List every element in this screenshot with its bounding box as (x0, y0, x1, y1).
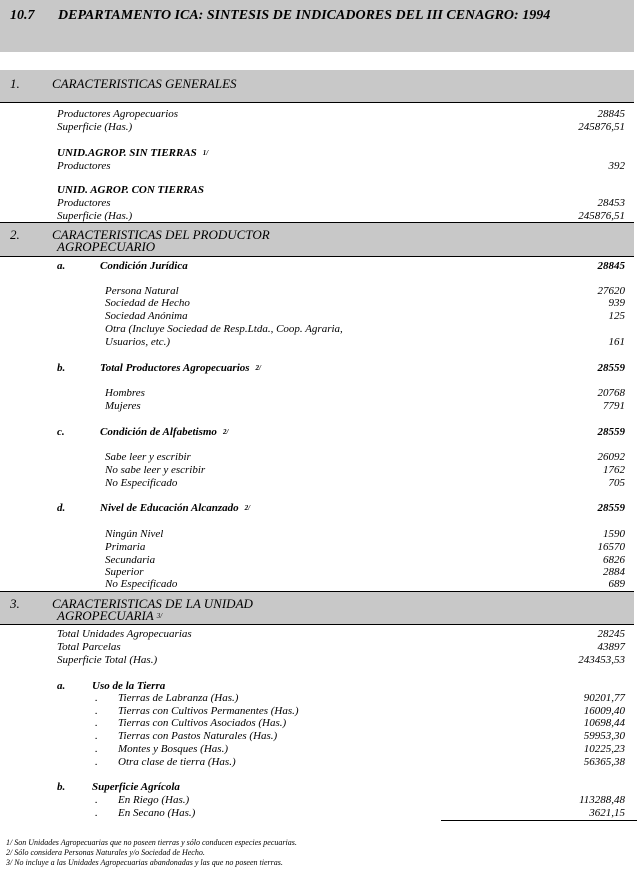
bullet-dot: . (95, 705, 98, 717)
row-value: 939 (608, 297, 625, 309)
footnote: 2/ Sólo considera Personas Naturales y/o Sociedad de Hecho. (6, 848, 205, 857)
s3-row-value: 28245 (597, 628, 625, 640)
section-1-divider (0, 102, 634, 103)
row-label: Secundaria (105, 554, 156, 566)
row-value: 90201,77 (583, 692, 625, 704)
bullet-dot: . (95, 717, 98, 729)
footnote: 1/ Son Unidades Agropecuarias que no poseen tierras y sólo conducen especies pecuarias. (6, 838, 297, 847)
row-label: Superior (105, 566, 144, 578)
row-label: Montes y Bosques (Has.) (118, 743, 228, 755)
subsection-title-text: Condición de Alfabetismo (100, 426, 217, 438)
subsection-title: Condición Jurídica (100, 260, 188, 272)
con-tierras-row-value: 245876,51 (578, 210, 625, 222)
row-value: 7791 (603, 400, 625, 412)
page-title: DEPARTAMENTO ICA: SINTESIS DE INDICADORES DEL III CENAGRO: 1994 (58, 8, 551, 23)
row-value: 161 (608, 336, 625, 348)
row-value: 113288,48 (579, 794, 625, 806)
subsection-title: Superficie Agrícola (92, 781, 180, 793)
row-value: 10225,23 (583, 743, 625, 755)
row-label: Sabe leer y escribir (105, 451, 191, 463)
table-number: 10.7 (10, 8, 35, 23)
s3-row-value: 243453,53 (578, 654, 625, 666)
s3-row-value: 43897 (597, 641, 625, 653)
row-value: 6826 (603, 554, 625, 566)
bullet-dot: . (95, 807, 98, 819)
s1-row-label: Superficie (Has.) (57, 121, 133, 133)
section-3-number: 3. (10, 596, 20, 611)
s1-row-value: 245876,51 (578, 121, 625, 133)
row-value: 20768 (597, 387, 625, 399)
row-label: Sociedad de Hecho (105, 297, 190, 309)
row-value: 1762 (603, 464, 625, 476)
section-2-number: 2. (10, 227, 20, 242)
bullet-dot: . (95, 730, 98, 742)
con-tierras-row-label: Superficie (Has.) (57, 210, 133, 222)
section-3-title-line2 (57, 609, 162, 623)
row-label: Ningún Nivel (105, 528, 164, 540)
section-2-top-line (0, 222, 634, 223)
s3-row-label: Total Unidades Agropecuarias (57, 628, 192, 640)
s3-row-label: Total Parcelas (57, 641, 121, 653)
subsection-title-text: Nivel de Educación Alcanzado (100, 502, 239, 514)
row-label: Tierras con Cultivos Asociados (Has.) (118, 717, 287, 729)
s1-row-label: Productores Agropecuarios (57, 108, 179, 120)
row-value: 125 (608, 310, 625, 322)
subsection-total: 28559 (597, 502, 625, 514)
row-value: 2884 (603, 566, 625, 578)
row-label: No sabe leer y escribir (105, 464, 206, 476)
row-label: Mujeres (105, 400, 141, 412)
row-value: 1590 (603, 528, 625, 540)
subsection-note: 2/ (222, 428, 229, 436)
subsection-total: 28559 (597, 362, 625, 374)
sin-tierras-row-value: 392 (608, 160, 625, 172)
row-label: No Especificado (105, 578, 178, 590)
row-label: Persona Natural (105, 285, 179, 297)
section-3-top-line (0, 591, 634, 592)
bullet-dot: . (95, 794, 98, 806)
row-value: 10698,44 (583, 717, 625, 729)
sin-tierras-row-label: Productores (57, 160, 111, 172)
con-tierras-row-value: 28453 (597, 197, 625, 209)
subsection-letter: c. (57, 426, 65, 438)
bullet-dot: . (95, 756, 98, 768)
row-value: 3621,15 (589, 807, 625, 819)
subsection-letter: a. (57, 680, 66, 692)
row-value: 27620 (597, 285, 625, 297)
sin-tierras-note: 1/ (202, 149, 209, 157)
row-label: Sociedad Anónima (105, 310, 188, 322)
section-3-note: 3/ (156, 612, 163, 620)
subsection-letter: a. (57, 260, 66, 272)
row-value: 56365,38 (583, 756, 625, 768)
con-tierras-row-label: Productores (57, 197, 111, 209)
row-label: Tierras de Labranza (Has.) (118, 692, 239, 704)
section-3-divider (0, 624, 634, 625)
subsection-note: 2/ (255, 364, 261, 372)
subsection-title (100, 362, 261, 374)
sin-tierras-title (57, 147, 208, 159)
row-label: Primaria (105, 541, 146, 553)
s3-row-label: Superficie Total (Has.) (57, 654, 158, 666)
row-value: 689 (608, 578, 625, 590)
row-value: 26092 (597, 451, 625, 463)
subsection-total: 28845 (597, 260, 625, 272)
section-3-title-line2-text: AGROPECUARIA (57, 608, 154, 623)
row-label-line2: Usuarios, etc.) (105, 336, 171, 348)
subsection-letter: d. (57, 502, 66, 514)
subsection-total: 28559 (597, 426, 625, 438)
subsection-title: Uso de la Tierra (92, 680, 166, 692)
bullet-dot: . (95, 743, 98, 755)
subsection-letter: b. (57, 781, 66, 793)
row-label: En Riego (Has.) (118, 794, 190, 806)
bullet-dot: . (95, 692, 98, 704)
row-label: Otra (Incluye Sociedad de Resp.Ltda., Coop. Agraria, (105, 323, 343, 335)
row-value: 705 (608, 477, 625, 489)
sin-tierras-title-text: UNID.AGROP. SIN TIERRAS (57, 147, 197, 159)
row-label: Hombres (105, 387, 145, 399)
row-label: Tierras con Pastos Naturales (Has.) (118, 730, 278, 742)
subsection-title-text: Total Productores Agropecuarios (100, 362, 250, 374)
con-tierras-title: UNID. AGROP. CON TIERRAS (57, 184, 205, 196)
section-2-divider (0, 256, 634, 257)
row-label: Otra clase de tierra (Has.) (118, 756, 236, 768)
row-value: 16570 (597, 541, 625, 553)
row-label: No Especificado (105, 477, 178, 489)
subsection-title (100, 426, 228, 438)
subsection-note: 2/ (244, 504, 251, 512)
section-1-title: CARACTERISTICAS GENERALES (52, 76, 237, 91)
section-2-title: CARACTERISTICAS DEL PRODUCTOR (52, 227, 270, 242)
section-1-number: 1. (10, 76, 20, 91)
subsection-letter: b. (57, 362, 66, 374)
footnote: 3/ No incluye a las Unidades Agropecuarias abandonadas y las que no poseen tierras. (6, 858, 283, 867)
table-bottom-rule (441, 820, 637, 821)
row-value: 16009,40 (583, 705, 625, 717)
row-label: En Secano (Has.) (118, 807, 196, 819)
row-value: 59953,30 (583, 730, 625, 742)
s1-row-value: 28845 (597, 108, 625, 120)
subsection-title (100, 502, 250, 514)
row-label: Tierras con Cultivos Permanentes (Has.) (118, 705, 299, 717)
section-2-title-line2: AGROPECUARIO (57, 239, 156, 254)
section-3-title: CARACTERISTICAS DE LA UNIDAD (52, 596, 253, 611)
